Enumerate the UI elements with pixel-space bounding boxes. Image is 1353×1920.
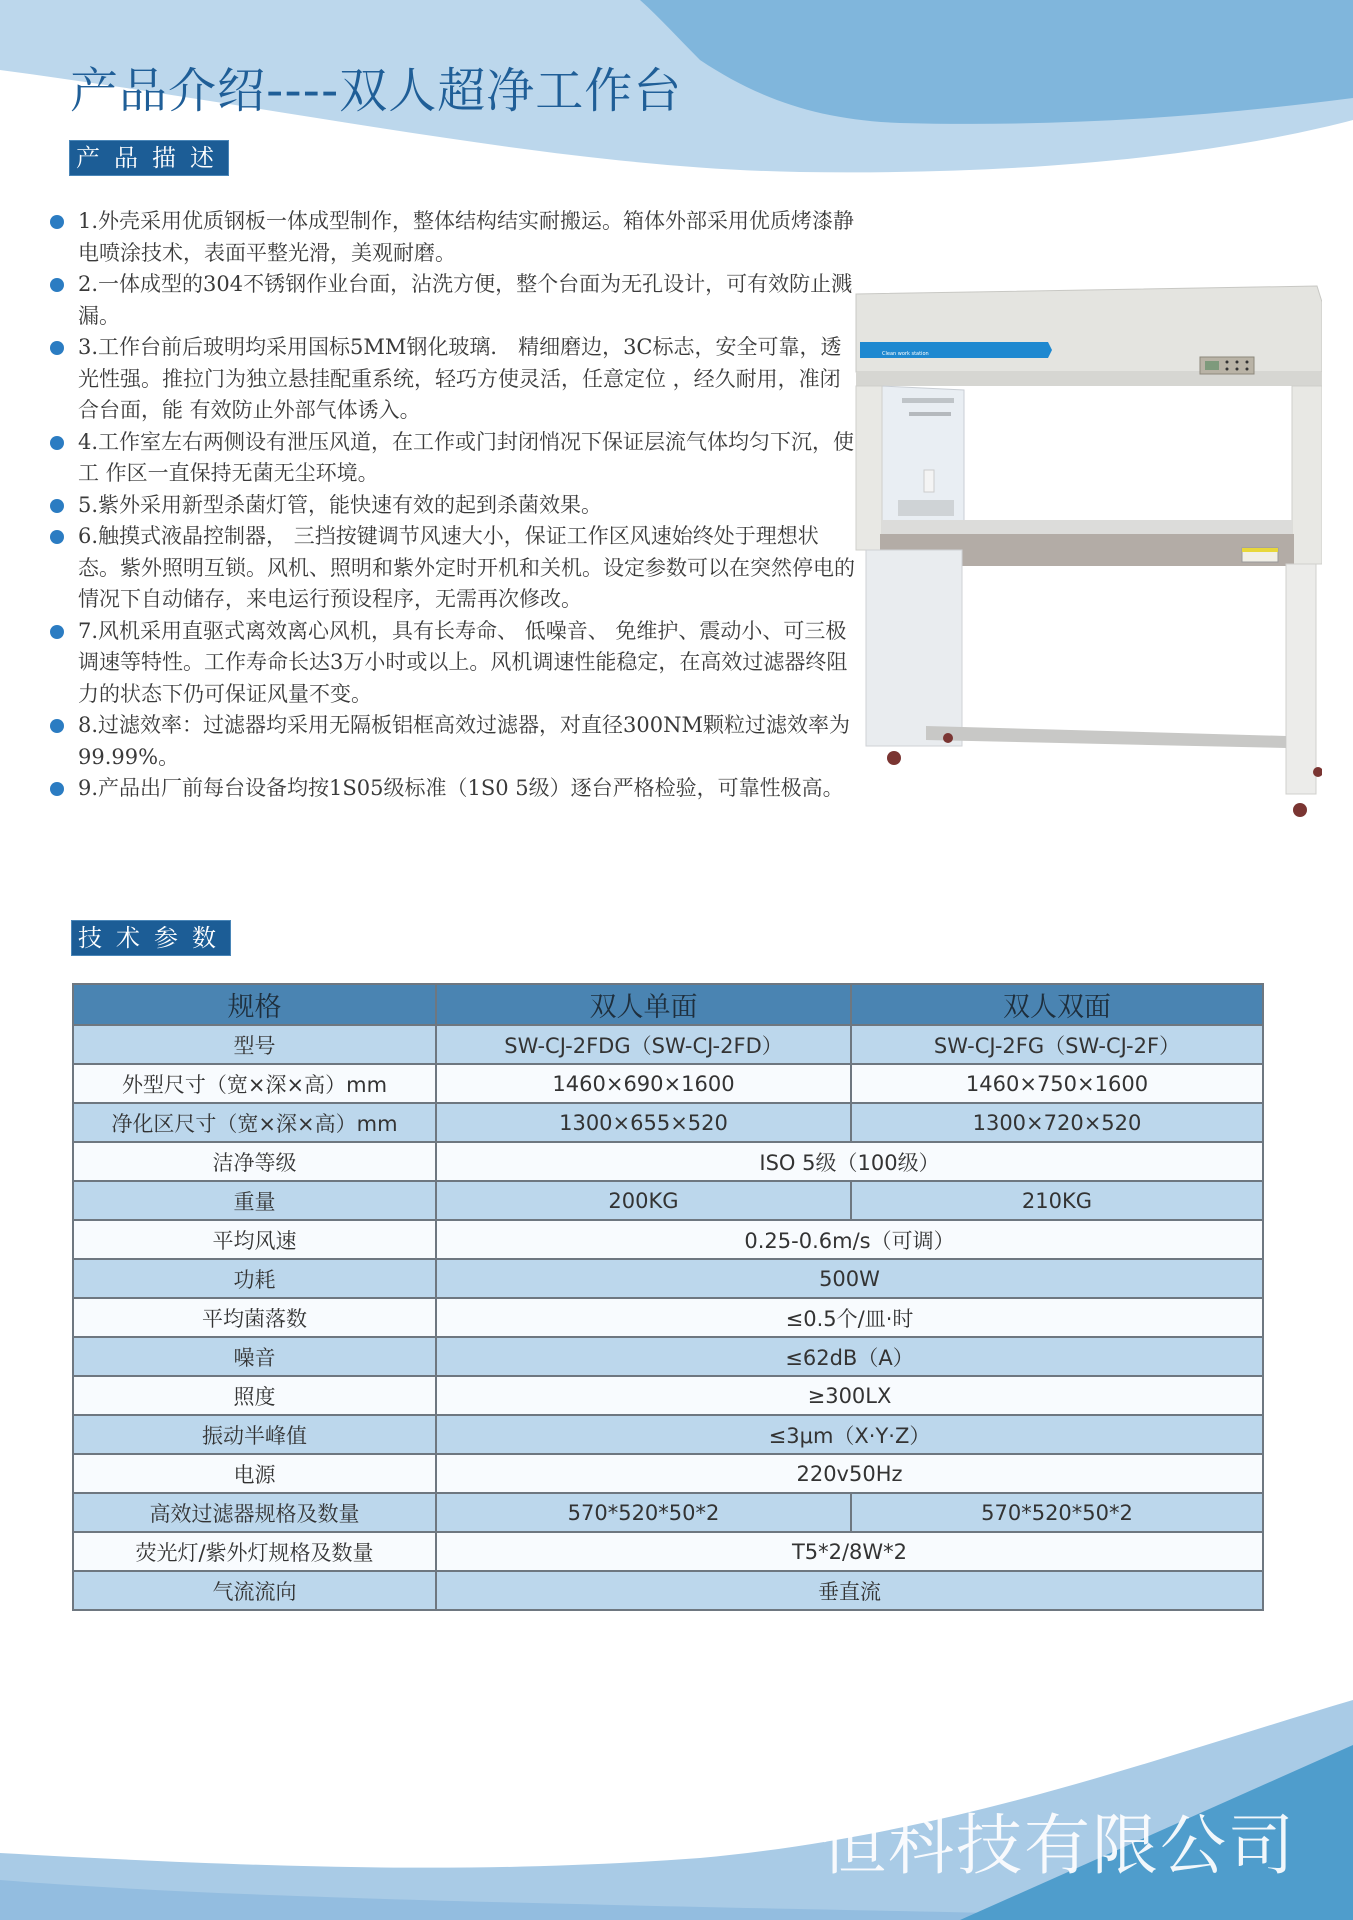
cell-value: 220v50Hz <box>436 1454 1263 1493</box>
row-label: 重量 <box>73 1181 436 1220</box>
bullet-dot-icon <box>50 499 64 513</box>
cell-value: 垂直流 <box>436 1571 1263 1610</box>
table-row <box>73 1376 1263 1415</box>
svg-text:Clean work station: Clean work station <box>882 351 929 357</box>
list-item: 1.外壳采用优质钢板一体成型制作，整体结构结实耐搬运。箱体外部采用优质烤漆静电喷涂技术，表面平整光滑，美观耐磨。 <box>46 206 856 269</box>
row-label: 荧光灯/紫外灯规格及数量 <box>73 1532 436 1571</box>
bullet-dot-icon <box>50 719 64 733</box>
cell-value: 0.25-0.6m/s（可调） <box>436 1220 1263 1259</box>
list-item: 2.一体成型的304不锈钢作业台面，沾洗方便，整个台面为无孔设计，可有效防止溅漏。 <box>46 269 856 332</box>
spec-table <box>72 983 1264 1611</box>
header-cell: 双人双面 <box>851 984 1263 1025</box>
header-cell: 规格 <box>73 984 436 1025</box>
table-row <box>73 1025 1263 1064</box>
table-row <box>73 1064 1263 1103</box>
section-label-specs: 技术参数 <box>71 920 231 956</box>
row-label: 型号 <box>73 1025 436 1064</box>
table-row <box>73 1181 1263 1220</box>
table-row <box>73 1454 1263 1493</box>
cell-value: T5*2/8W*2 <box>436 1532 1263 1571</box>
cell-value: SW-CJ-2FDG（SW-CJ-2FD） <box>436 1025 851 1064</box>
bullet-dot-icon <box>50 782 64 796</box>
cell-value: SW-CJ-2FG（SW-CJ-2F） <box>851 1025 1263 1064</box>
row-label: 功耗 <box>73 1259 436 1298</box>
cell-value: 1460×690×1600 <box>436 1064 851 1103</box>
bullet-dot-icon <box>50 436 64 450</box>
header-cell: 双人单面 <box>436 984 851 1025</box>
table-row <box>73 1337 1263 1376</box>
cell-value: 1300×720×520 <box>851 1103 1263 1142</box>
row-label: 净化区尺寸（宽×深×高）mm <box>73 1103 436 1142</box>
cell-value: ISO 5级（100级） <box>436 1142 1263 1181</box>
cell-value: ≤3μm（X·Y·Z） <box>436 1415 1263 1454</box>
list-item: 6.触摸式液晶控制器， 三挡按键调节风速大小，保证工作区风速始终处于理想状态。紫外照明互锁。风机、照明和紫外定时开机和关机。设定参数可以在突然停电的情况下自动储存，来电运行预设程序，无需再次修改。 <box>46 521 856 616</box>
row-label: 洁净等级 <box>73 1142 436 1181</box>
row-label: 气流流向 <box>73 1571 436 1610</box>
table-row <box>73 1532 1263 1571</box>
row-label: 噪音 <box>73 1337 436 1376</box>
table-row <box>73 1220 1263 1259</box>
product-image <box>852 272 1322 820</box>
bullet-dot-icon <box>50 625 64 639</box>
table-row <box>73 1415 1263 1454</box>
cell-value: 1460×750×1600 <box>851 1064 1263 1103</box>
list-item: 8.过滤效率：过滤器均采用无隔板铝框高效过滤器，对直径300NM颗粒过滤效率为99.99%。 <box>46 710 856 773</box>
cell-value: 200KG <box>436 1181 851 1220</box>
row-label: 照度 <box>73 1376 436 1415</box>
table-row <box>73 1259 1263 1298</box>
cell-value: 210KG <box>851 1181 1263 1220</box>
list-item: 7.风机采用直驱式离效离心风机，具有长寿命、 低噪音、 免维护、震动小、可三极调速等特性。工作寿命长达3万小时或以上。风机调速性能稳定，在高效过滤器终阻力的状态下仍可保证风量不变。 <box>46 616 856 711</box>
row-label: 平均菌落数 <box>73 1298 436 1337</box>
list-item: 5.紫外采用新型杀菌灯管，能快速有效的起到杀菌效果。 <box>46 490 856 522</box>
table-row <box>73 1103 1263 1142</box>
bullet-dot-icon <box>50 215 64 229</box>
row-label: 平均风速 <box>73 1220 436 1259</box>
row-label: 振动半峰值 <box>73 1415 436 1454</box>
cell-value: 570*520*50*2 <box>436 1493 851 1532</box>
cell-value: 570*520*50*2 <box>851 1493 1263 1532</box>
table-header-row <box>73 984 1263 1025</box>
list-item: 3.工作台前后玻明均采用国标5MM钢化玻璃． 精细磨边，3C标志，安全可靠，透光性强。推拉门为独立悬挂配重系统，轻巧方使灵活，任意定位 ，经久耐用，准闭合台面，能 有效防止外部气体诱入。 <box>46 332 856 427</box>
table-row <box>73 1571 1263 1610</box>
table-row <box>73 1142 1263 1181</box>
row-label: 电源 <box>73 1454 436 1493</box>
cell-value: ≤62dB（A） <box>436 1337 1263 1376</box>
table-row <box>73 1493 1263 1532</box>
bullet-dot-icon <box>50 341 64 355</box>
list-item: 9.产品出厂前每台设备均按1S05级标准（1S0 5级）逐台严格检验，可靠性极高。 <box>46 773 856 805</box>
list-item: 4.工作室左右两侧设有泄压风道，在工作或门封闭悄况下保证层流气体均匀下沉，使工 作区一直保持无菌无尘环境。 <box>46 427 856 490</box>
description-list <box>46 206 856 805</box>
bullet-dot-icon <box>50 278 64 292</box>
section-label-description: 产品描述 <box>69 140 229 176</box>
bullet-dot-icon <box>50 530 64 544</box>
footer-company-name: 恒科技有限公司 <box>820 1807 1296 1884</box>
cell-value: ≥300LX <box>436 1376 1263 1415</box>
page-title: 产品介绍----双人超净工作台 <box>70 63 683 119</box>
cell-value: 500W <box>436 1259 1263 1298</box>
row-label: 高效过滤器规格及数量 <box>73 1493 436 1532</box>
cell-value: 1300×655×520 <box>436 1103 851 1142</box>
row-label: 外型尺寸（宽×深×高）mm <box>73 1064 436 1103</box>
table-row <box>73 1298 1263 1337</box>
cell-value: ≤0.5个/皿·时 <box>436 1298 1263 1337</box>
